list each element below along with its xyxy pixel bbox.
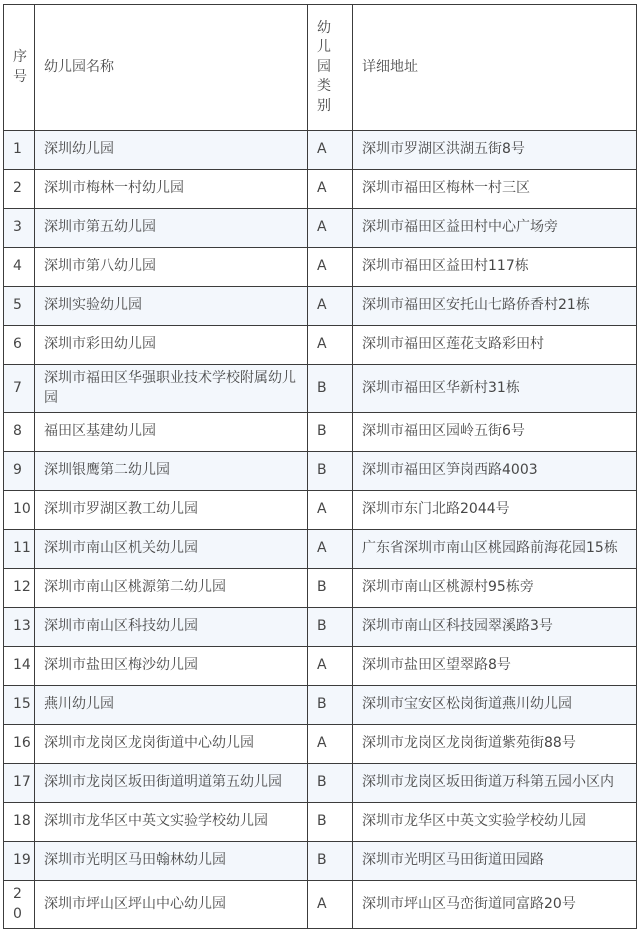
cell-address: 深圳市福田区益田村117栋	[353, 248, 637, 287]
cell-name: 深圳市梅林一村幼儿园	[35, 170, 308, 209]
cell-address: 深圳市南山区桃源村95栋旁	[353, 569, 637, 608]
cell-seq: 16	[4, 725, 35, 764]
table-row	[4, 647, 637, 686]
cell-address: 深圳市龙岗区龙岗街道紫苑街88号	[353, 725, 637, 764]
table-row	[4, 491, 637, 530]
table-row	[4, 248, 637, 287]
cell-seq: 14	[4, 647, 35, 686]
table-row	[4, 413, 637, 452]
cell-seq: 13	[4, 608, 35, 647]
cell-category: A	[308, 131, 353, 170]
cell-address: 深圳市光明区马田街道田园路	[353, 842, 637, 881]
table-row	[4, 881, 637, 929]
table-row	[4, 209, 637, 248]
table-row	[4, 764, 637, 803]
cell-address: 深圳市南山区科技园翠溪路3号	[353, 608, 637, 647]
header-row	[4, 5, 637, 131]
cell-name: 深圳市第五幼儿园	[35, 209, 308, 248]
cell-category: A	[308, 725, 353, 764]
cell-category: A	[308, 491, 353, 530]
cell-name: 福田区基建幼儿园	[35, 413, 308, 452]
cell-seq: 12	[4, 569, 35, 608]
cell-name: 深圳实验幼儿园	[35, 287, 308, 326]
cell-seq: 2	[4, 170, 35, 209]
cell-name: 深圳市坪山区坪山中心幼儿园	[35, 881, 308, 929]
cell-category: B	[308, 413, 353, 452]
cell-address: 广东省深圳市南山区桃园路前海花园15栋	[353, 530, 637, 569]
table-row	[4, 287, 637, 326]
cell-name: 深圳市南山区桃源第二幼儿园	[35, 569, 308, 608]
table-header	[4, 5, 637, 131]
cell-name: 深圳市彩田幼儿园	[35, 326, 308, 365]
cell-category: B	[308, 569, 353, 608]
cell-address: 深圳市福田区安托山七路侨香村21栋	[353, 287, 637, 326]
cell-name: 深圳市龙华区中英文实验学校幼儿园	[35, 803, 308, 842]
table-row	[4, 365, 637, 413]
cell-name: 深圳市福田区华强职业技术学校附属幼儿园	[35, 365, 308, 413]
cell-name: 燕川幼儿园	[35, 686, 308, 725]
cell-seq: 6	[4, 326, 35, 365]
cell-address: 深圳市福田区华新村31栋	[353, 365, 637, 413]
cell-name: 深圳市光明区马田翰林幼儿园	[35, 842, 308, 881]
cell-address: 深圳市福田区园岭五街6号	[353, 413, 637, 452]
cell-category: A	[308, 248, 353, 287]
table-row	[4, 686, 637, 725]
cell-address: 深圳市东门北路2044号	[353, 491, 637, 530]
cell-seq: 5	[4, 287, 35, 326]
table-row	[4, 608, 637, 647]
cell-category: B	[308, 608, 353, 647]
cell-category: A	[308, 530, 353, 569]
table-row	[4, 452, 637, 491]
kindergarten-table	[3, 4, 637, 929]
cell-seq: 1	[4, 131, 35, 170]
cell-name: 深圳市南山区机关幼儿园	[35, 530, 308, 569]
cell-seq: 7	[4, 365, 35, 413]
table-row	[4, 569, 637, 608]
cell-seq: 19	[4, 842, 35, 881]
cell-name: 深圳市第八幼儿园	[35, 248, 308, 287]
table-row	[4, 170, 637, 209]
cell-seq: 11	[4, 530, 35, 569]
header-category: 幼儿园类别	[308, 5, 353, 131]
cell-seq: 18	[4, 803, 35, 842]
table-row	[4, 803, 637, 842]
cell-category: A	[308, 881, 353, 929]
table-row	[4, 530, 637, 569]
cell-name: 深圳市罗湖区教工幼儿园	[35, 491, 308, 530]
table-body	[4, 131, 637, 929]
cell-category: B	[308, 803, 353, 842]
cell-seq: 4	[4, 248, 35, 287]
cell-category: B	[308, 842, 353, 881]
cell-address: 深圳市福田区莲花支路彩田村	[353, 326, 637, 365]
cell-seq: 10	[4, 491, 35, 530]
cell-name: 深圳市盐田区梅沙幼儿园	[35, 647, 308, 686]
cell-category: B	[308, 764, 353, 803]
cell-address: 深圳市坪山区马峦街道同富路20号	[353, 881, 637, 929]
cell-name: 深圳银鹰第二幼儿园	[35, 452, 308, 491]
cell-name: 深圳幼儿园	[35, 131, 308, 170]
cell-seq: 9	[4, 452, 35, 491]
header-seq: 序号	[4, 5, 35, 131]
header-address: 详细地址	[353, 5, 637, 131]
cell-category: A	[308, 647, 353, 686]
cell-category: B	[308, 452, 353, 491]
cell-address: 深圳市福田区益田村中心广场旁	[353, 209, 637, 248]
cell-seq: 3	[4, 209, 35, 248]
table-row	[4, 842, 637, 881]
cell-address: 深圳市龙岗区坂田街道万科第五园小区内	[353, 764, 637, 803]
cell-name: 深圳市南山区科技幼儿园	[35, 608, 308, 647]
header-name: 幼儿园名称	[35, 5, 308, 131]
cell-name: 深圳市龙岗区龙岗街道中心幼儿园	[35, 725, 308, 764]
cell-category: A	[308, 287, 353, 326]
cell-category: B	[308, 686, 353, 725]
cell-category: A	[308, 209, 353, 248]
cell-address: 深圳市宝安区松岗街道燕川幼儿园	[353, 686, 637, 725]
cell-category: A	[308, 326, 353, 365]
cell-address: 深圳市福田区笋岗西路4003	[353, 452, 637, 491]
cell-seq: 20	[4, 881, 35, 929]
table-row	[4, 326, 637, 365]
cell-seq: 8	[4, 413, 35, 452]
cell-address: 深圳市罗湖区洪湖五街8号	[353, 131, 637, 170]
cell-category: B	[308, 365, 353, 413]
table-row	[4, 725, 637, 764]
table-row	[4, 131, 637, 170]
cell-name: 深圳市龙岗区坂田街道明道第五幼儿园	[35, 764, 308, 803]
cell-address: 深圳市盐田区望翠路8号	[353, 647, 637, 686]
cell-seq: 15	[4, 686, 35, 725]
cell-address: 深圳市福田区梅林一村三区	[353, 170, 637, 209]
cell-category: A	[308, 170, 353, 209]
cell-seq: 17	[4, 764, 35, 803]
cell-address: 深圳市龙华区中英文实验学校幼儿园	[353, 803, 637, 842]
